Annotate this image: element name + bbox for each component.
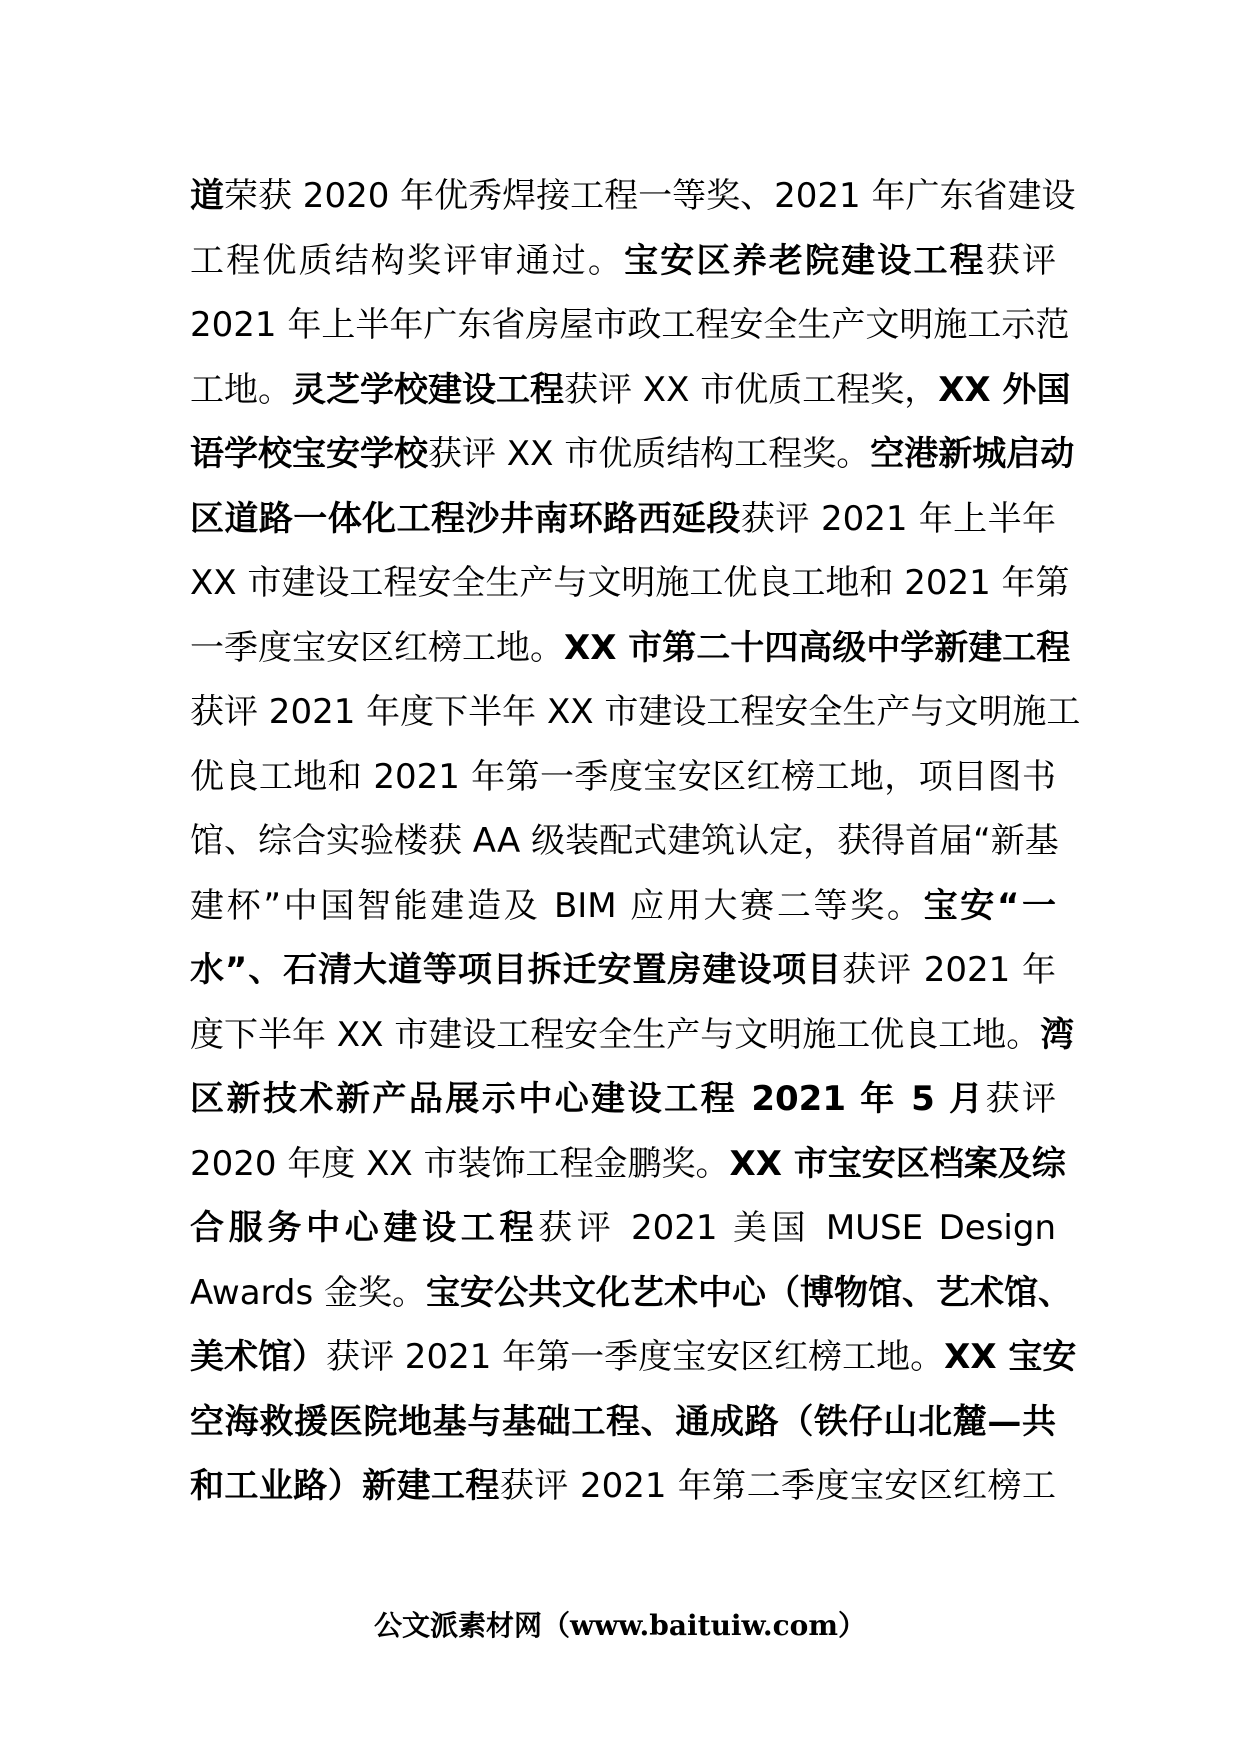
text-line bbox=[190, 422, 1075, 487]
text-line bbox=[190, 1454, 1056, 1519]
text-line bbox=[190, 1390, 1056, 1455]
text-line bbox=[190, 938, 1056, 1003]
text-segment: 优良工地和 2021 年第一季度宝安区红榜工地，项目图书 bbox=[190, 756, 1056, 797]
text-segment: 获评 2021 年第一季度宝安区红榜工地。 bbox=[326, 1337, 945, 1377]
text-segment: 获评 2021 年度下半年 XX 市建设工程安全生产与文明施工 bbox=[190, 692, 1081, 732]
text-line bbox=[190, 1067, 1056, 1132]
text-segment: 获评 bbox=[985, 240, 1057, 281]
text-segment: 获评 2021 年上半年 bbox=[740, 498, 1056, 539]
text-segment: Awards 金奖。 bbox=[190, 1272, 427, 1313]
bold-text-segment: XX 宝安 bbox=[944, 1337, 1077, 1377]
bold-text-segment: 宝安区养老院建设工程 bbox=[624, 240, 986, 281]
page-footer: 公文派素材网（www.baituiw.com） bbox=[374, 1609, 866, 1642]
bold-text-segment: 空海救援医院地基与基础工程、通成路（铁仔山北麓—共 bbox=[190, 1401, 1056, 1442]
text-segment: 建杯”中国智能建造及 BIM 应用大赛二等奖。 bbox=[190, 885, 924, 926]
bold-text-segment: 美术馆） bbox=[190, 1337, 326, 1377]
bold-text-segment: 湾 bbox=[1040, 1014, 1075, 1055]
bold-text-segment: 合服务中心建设工程 bbox=[190, 1208, 539, 1248]
text-segment: 获评 2021 美国 MUSE Design bbox=[538, 1208, 1056, 1248]
text-line bbox=[190, 1196, 1056, 1261]
text-line bbox=[190, 745, 1056, 810]
text-segment: XX 市建设工程安全生产与文明施工优良工地和 2021 年第 bbox=[190, 563, 1070, 603]
text-line bbox=[190, 551, 1070, 616]
document-body bbox=[190, 164, 1081, 1519]
bold-text-segment: 宝安“一 bbox=[923, 885, 1056, 926]
text-line bbox=[190, 1003, 1075, 1068]
bold-text-segment: 道 bbox=[190, 176, 224, 216]
bold-text-segment: 区新技术新产品展示中心建设工程 2021 年 5 月 bbox=[190, 1079, 986, 1119]
text-segment: 度下半年 XX 市建设工程安全生产与文明施工优良工地。 bbox=[190, 1014, 1041, 1055]
bold-text-segment: XX 市宝安区档案及综 bbox=[729, 1143, 1066, 1184]
text-segment: 获评 2021 年第二季度宝安区红榜工 bbox=[499, 1466, 1056, 1506]
text-segment: 获评 XX 市优质结构工程奖。 bbox=[428, 434, 871, 474]
text-segment: 2020 年度 XX 市装饰工程金鹏奖。 bbox=[190, 1143, 730, 1184]
text-segment: 工程优质结构奖评审通过。 bbox=[190, 240, 625, 281]
text-segment: 工地。 bbox=[190, 369, 292, 410]
text-line bbox=[190, 164, 1076, 229]
bold-text-segment: 水”、石清大道等项目拆迁安置房建设项目 bbox=[190, 950, 843, 990]
bold-text-segment: 语学校宝安学校 bbox=[190, 434, 428, 474]
text-line bbox=[190, 1132, 1066, 1197]
text-line bbox=[190, 1325, 1077, 1390]
text-line bbox=[190, 874, 1056, 939]
bold-text-segment: 区道路一体化工程沙井南环路西延段 bbox=[190, 498, 741, 539]
text-line bbox=[190, 293, 1070, 358]
text-line bbox=[190, 1261, 1073, 1326]
bold-text-segment: 宝安公共文化艺术中心（博物馆、艺术馆、 bbox=[426, 1272, 1073, 1313]
text-line bbox=[190, 358, 1071, 423]
text-segment: 荣获 2020 年优秀焊接工程一等奖、2021 年广东省建设 bbox=[224, 176, 1076, 216]
bold-text-segment: 和工业路）新建工程 bbox=[190, 1466, 500, 1506]
text-line bbox=[190, 809, 1059, 874]
text-segment: 获评 XX 市优质工程奖， bbox=[564, 369, 939, 410]
bold-text-segment: 灵芝学校建设工程 bbox=[292, 369, 564, 410]
text-segment: 获评 2021 年 bbox=[842, 950, 1056, 990]
text-line bbox=[190, 616, 1071, 681]
text-segment: 馆、综合实验楼获 AA 级装配式建筑认定，获得首届“新基 bbox=[190, 821, 1059, 861]
text-line bbox=[190, 680, 1081, 745]
bold-text-segment: XX 外国 bbox=[938, 369, 1071, 410]
text-line bbox=[190, 487, 1056, 552]
text-segment: 2021 年上半年广东省房屋市政工程安全生产文明施工示范 bbox=[190, 305, 1070, 345]
bold-text-segment: XX 市第二十四高级中学新建工程 bbox=[564, 627, 1071, 668]
text-segment: 获评 bbox=[985, 1079, 1057, 1119]
text-segment: 一季度宝安区红榜工地。 bbox=[190, 627, 564, 668]
text-line bbox=[190, 229, 1056, 294]
bold-text-segment: 空港新城启动 bbox=[870, 434, 1075, 474]
